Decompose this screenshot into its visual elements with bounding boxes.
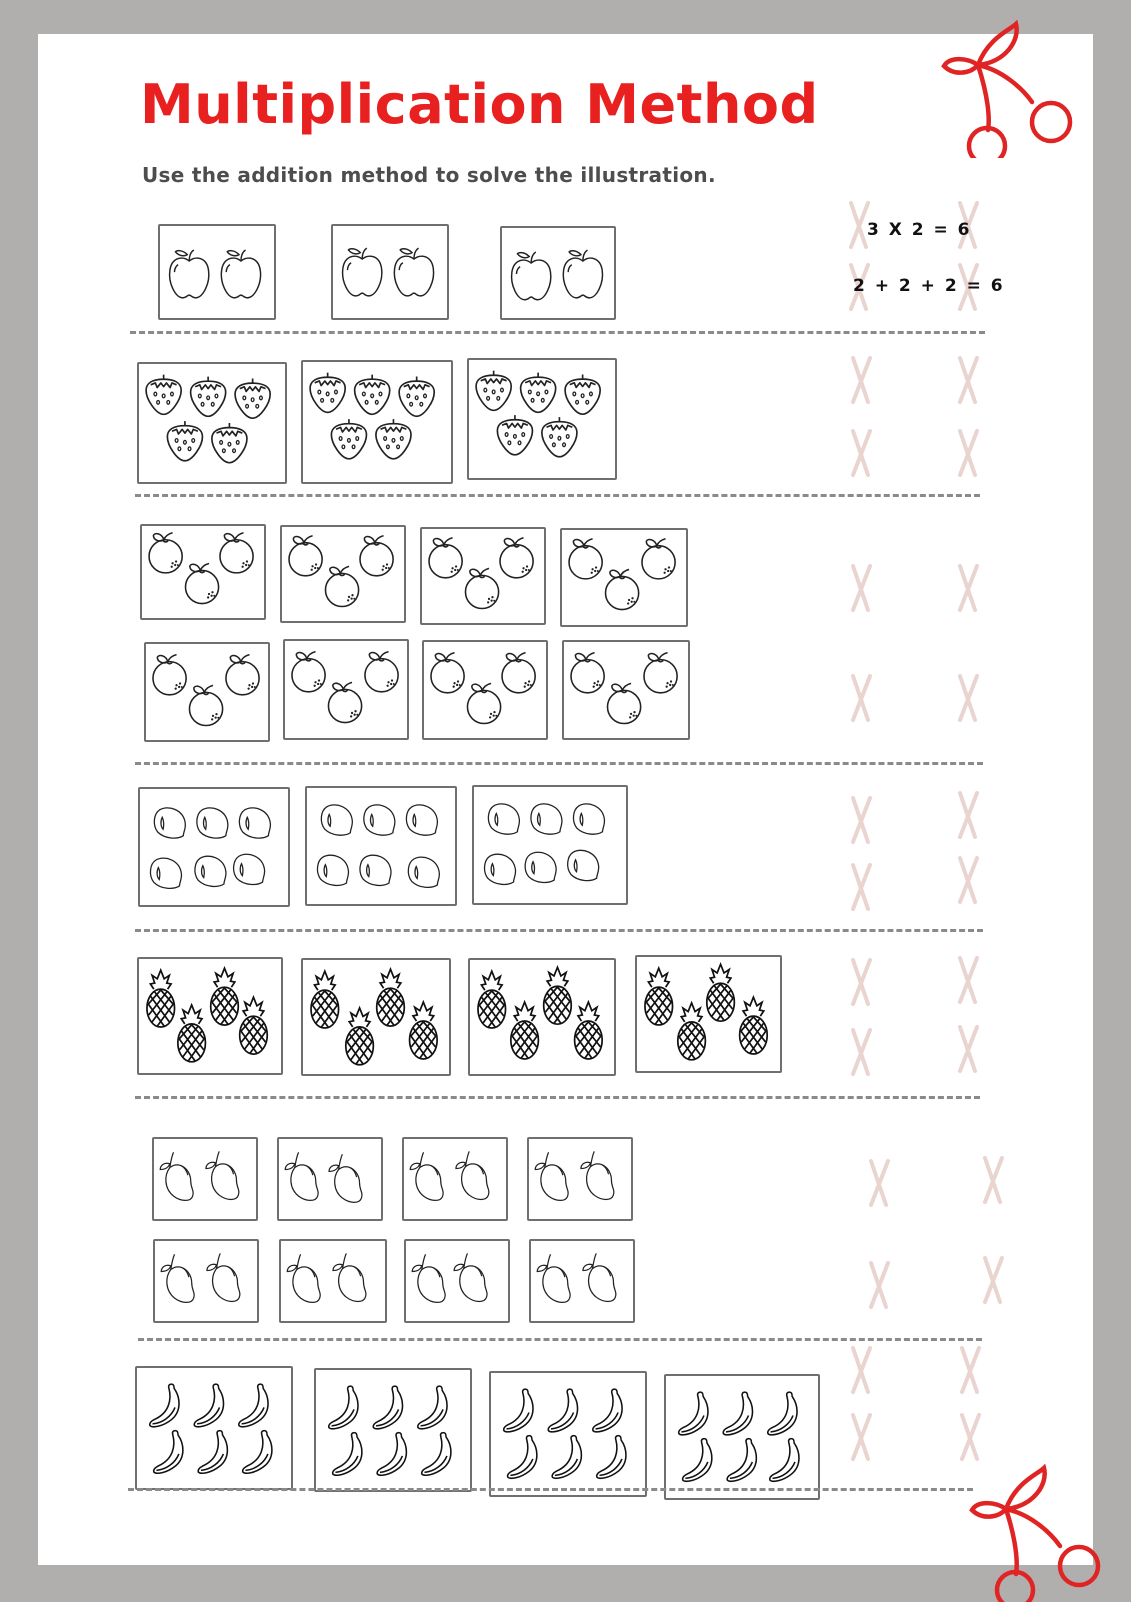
fruit-group bbox=[472, 785, 628, 905]
fruit-group bbox=[305, 786, 457, 906]
divider bbox=[138, 1338, 982, 1341]
fruit-group bbox=[664, 1374, 820, 1500]
x-mark-placeholder bbox=[848, 673, 874, 723]
fruit-group bbox=[144, 642, 270, 742]
fruit-group bbox=[137, 957, 283, 1075]
x-mark-placeholder bbox=[848, 795, 874, 845]
x-mark-placeholder bbox=[848, 428, 874, 478]
example-addition: 2 + 2 + 2 = 6 bbox=[853, 276, 1005, 296]
fruit-group bbox=[500, 226, 616, 320]
divider bbox=[130, 331, 985, 334]
x-mark-placeholder bbox=[955, 673, 981, 723]
divider bbox=[135, 929, 983, 932]
cherry-icon bbox=[940, 18, 1080, 158]
page-title: Multiplication Method bbox=[140, 73, 819, 136]
x-mark-placeholder bbox=[955, 428, 981, 478]
fruit-group bbox=[158, 224, 276, 320]
instructions: Use the addition method to solve the illustration. bbox=[142, 163, 716, 187]
x-mark-placeholder bbox=[955, 1024, 981, 1074]
x-mark-placeholder bbox=[980, 1255, 1006, 1305]
x-mark-placeholder bbox=[848, 862, 874, 912]
fruit-group bbox=[404, 1239, 510, 1323]
fruit-group bbox=[301, 958, 451, 1076]
x-mark-placeholder bbox=[848, 1345, 874, 1395]
fruit-group bbox=[301, 360, 453, 484]
divider bbox=[135, 762, 983, 765]
fruit-group bbox=[140, 524, 266, 620]
fruit-group bbox=[468, 958, 616, 1076]
fruit-group bbox=[314, 1368, 472, 1492]
fruit-group bbox=[529, 1239, 635, 1323]
x-mark-placeholder bbox=[955, 955, 981, 1005]
divider bbox=[128, 1488, 973, 1491]
x-mark-placeholder bbox=[955, 855, 981, 905]
fruit-group bbox=[467, 358, 617, 480]
x-mark-placeholder bbox=[848, 563, 874, 613]
fruit-group bbox=[527, 1137, 633, 1221]
x-mark-placeholder bbox=[848, 355, 874, 405]
x-mark-placeholder bbox=[957, 1345, 983, 1395]
fruit-group bbox=[138, 787, 290, 907]
example-multiplication: 3 X 2 = 6 bbox=[867, 220, 972, 240]
fruit-group bbox=[137, 362, 287, 484]
fruit-group bbox=[422, 640, 548, 740]
fruit-group bbox=[420, 527, 546, 625]
fruit-group bbox=[153, 1239, 259, 1323]
x-mark-placeholder bbox=[866, 1260, 892, 1310]
divider bbox=[135, 1096, 980, 1099]
x-mark-placeholder bbox=[957, 1412, 983, 1462]
fruit-group bbox=[152, 1137, 258, 1221]
x-mark-placeholder bbox=[848, 1412, 874, 1462]
divider bbox=[135, 494, 980, 497]
fruit-group bbox=[562, 640, 690, 740]
x-mark-placeholder bbox=[980, 1155, 1006, 1205]
x-mark-placeholder bbox=[955, 563, 981, 613]
fruit-group bbox=[283, 639, 409, 740]
fruit-group bbox=[279, 1239, 387, 1323]
cherry-icon bbox=[968, 1462, 1108, 1602]
x-mark-placeholder bbox=[848, 957, 874, 1007]
x-mark-placeholder bbox=[955, 355, 981, 405]
fruit-group bbox=[402, 1137, 508, 1221]
fruit-group bbox=[635, 955, 782, 1073]
fruit-group bbox=[280, 525, 406, 623]
x-mark-placeholder bbox=[848, 1027, 874, 1077]
fruit-group bbox=[135, 1366, 293, 1490]
fruit-group bbox=[560, 528, 688, 627]
x-mark-placeholder bbox=[866, 1158, 892, 1208]
x-mark-placeholder bbox=[955, 790, 981, 840]
fruit-group bbox=[489, 1371, 647, 1497]
fruit-group bbox=[331, 224, 449, 320]
fruit-group bbox=[277, 1137, 383, 1221]
